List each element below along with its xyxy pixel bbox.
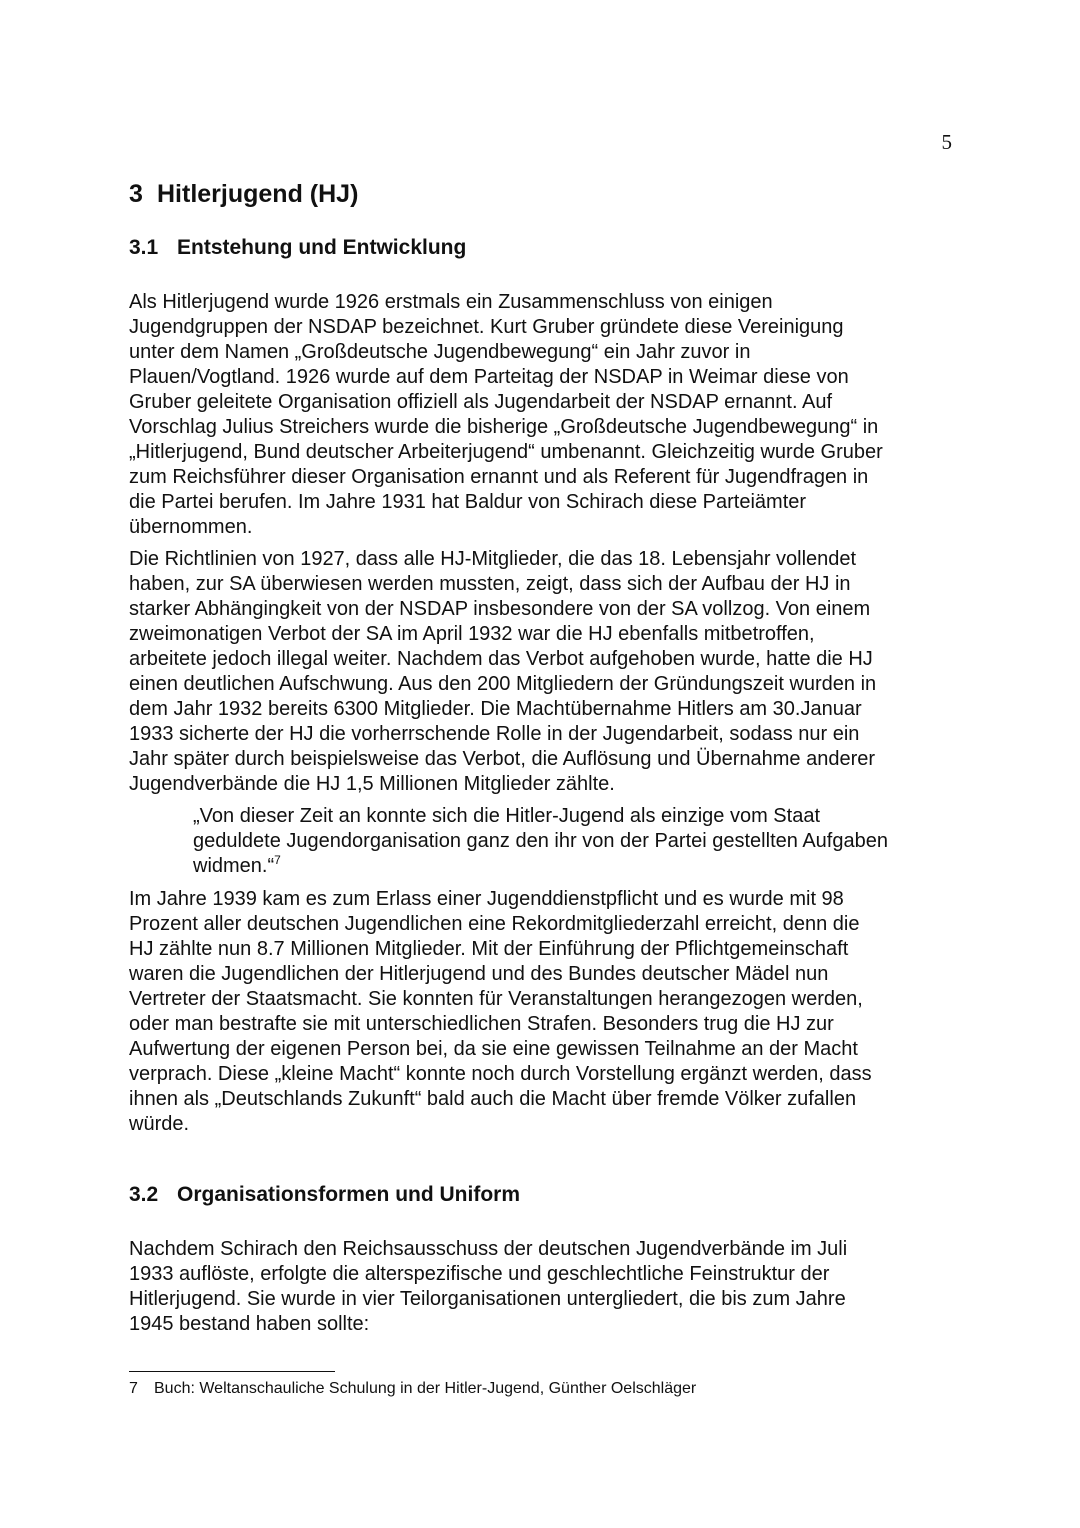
subsection-heading-3-2	[129, 1181, 951, 1209]
footnote-text: Buch: Weltanschauliche Schulung in der Hitler-Jugend, Günther Oelschläger	[154, 1380, 697, 1397]
paragraph-organisation: Nachdem Schirach den Reichsausschuss der deutschen Jugendverbände im Juli 1933 auflöste, erfolgte die alterspezifische und geschlechtliche Feinstruktur der Hitlerjugend. Sie wurde in vier Teilorganisationen untergliedert, die bis zum Jahre 1945 bestand haben sollte:	[129, 1238, 848, 1335]
quote-text: „Von dieser Zeit an konnte sich die Hitler-Jugend als einzige vom Staat geduldete Jugendorganisation ganz den ihr von der Partei gestellten Aufgaben widmen.“	[193, 805, 888, 877]
paragraph-origin: Als Hitlerjugend wurde 1926 erstmals ein Zusammenschluss von einigen Jugendgruppen der NSDAP bezeichnet. Kurt Gruber gründete diese Vereinigung unter dem Namen „Großdeutsche Jugendbewegung“ ein Jahr zuvor in Plauen/Vogtland. 1926 wurde auf dem Parteitag der NSDAP in Weimar diese von Gruber geleitete Organisation offiziell als Jugendarbeit der NSDAP ernannt. Auf Vorschlag Julius Streichers wurde die bisherige „Großdeutsche Jugendbewegung“ in „Hitlerjugend, Bund deutscher Arbeiterjugend“ umbenannt. Gleichzeitig wurde Gruber zum Reichsführer dieser Organisation ernannt und als Referent für Jugendfragen in die Partei berufen. Im Jahre 1931 hat Baldur von Schirach diese Parteiämter übernommen.	[129, 291, 883, 538]
section-heading	[129, 178, 951, 210]
page-content	[129, 178, 951, 1337]
subsection-number: 3.2	[129, 1183, 159, 1206]
subsection-title: Entstehung und Entwicklung	[177, 236, 467, 259]
footnote-number: 7	[129, 1380, 138, 1397]
subsection-title: Organisationsformen und Uniform	[177, 1183, 521, 1206]
paragraph-development: Die Richtlinien von 1927, dass alle HJ-Mitglieder, die das 18. Lebensjahr vollendet haben, zur SA überwiesen werden mussten, zeigt, dass sich der Aufbau der HJ in starker Abhängingkeit von der NSDAP insbesondere von der SA vollzog. Von einem zweimonatigen Verbot der SA im April 1932 war die HJ ebenfalls mitbetroffen, arbeitete jedoch illegal weiter. Nachdem das Verbot aufgehoben wurde, hatte die HJ einen deutlichen Aufschwung. Aus den 200 Mitgliedern der Gründungszeit wurden in dem Jahr 1932 bereits 6300 Mitglieder. Die Machtübernahme Hitlers am 30.Januar 1933 sicherte der HJ die vorherrschende Rolle in der Jugendarbeit, sodass nur ein Jahr später durch beispielsweise das Verbot, die Auflösung und Übernahme anderer Jugendverbände die HJ 1,5 Millionen Mitglieder zählte.	[129, 548, 877, 795]
subsection-number: 3.1	[129, 236, 159, 259]
subsection-heading-3-1	[129, 234, 951, 262]
section-number: 3	[129, 180, 143, 208]
section-title: Hitlerjugend (HJ)	[157, 180, 359, 208]
block-quote	[129, 804, 951, 879]
footnote-divider	[129, 1371, 335, 1372]
paragraph-youth-service: Im Jahre 1939 kam es zum Erlass einer Jugenddienstpflicht und es wurde mit 98 Prozent aller deutschen Jugendlichen eine Rekordmitgliederzahl erreicht, denn die HJ zählte nun 8.7 Millionen Mitglieder. Mit der Einführung der Pflichtgemeinschaft waren die Jugendlichen der Hitlerjugend und des Bundes deutscher Mädel nun Vertreter der Staatsmacht. Sie konnten für Veranstaltungen herangezogen werden, oder man bestrafte sie mit unterschiedlichen Strafen. Besonders trug die HJ zur Aufwertung der eigenen Person bei, da sie eine gewissen Teilnahme an der Macht verprach. Diese „kleine Macht“ konnte noch durch Vorstellung ergänzt werden, dass ihnen als „Deutschlands Zukunft“ bald auch die Macht über fremde Völker zufallen würde.	[129, 888, 872, 1135]
footnote	[129, 1379, 696, 1399]
page-number: 5	[941, 130, 952, 154]
footnote-reference[interactable]: 7	[274, 853, 281, 867]
